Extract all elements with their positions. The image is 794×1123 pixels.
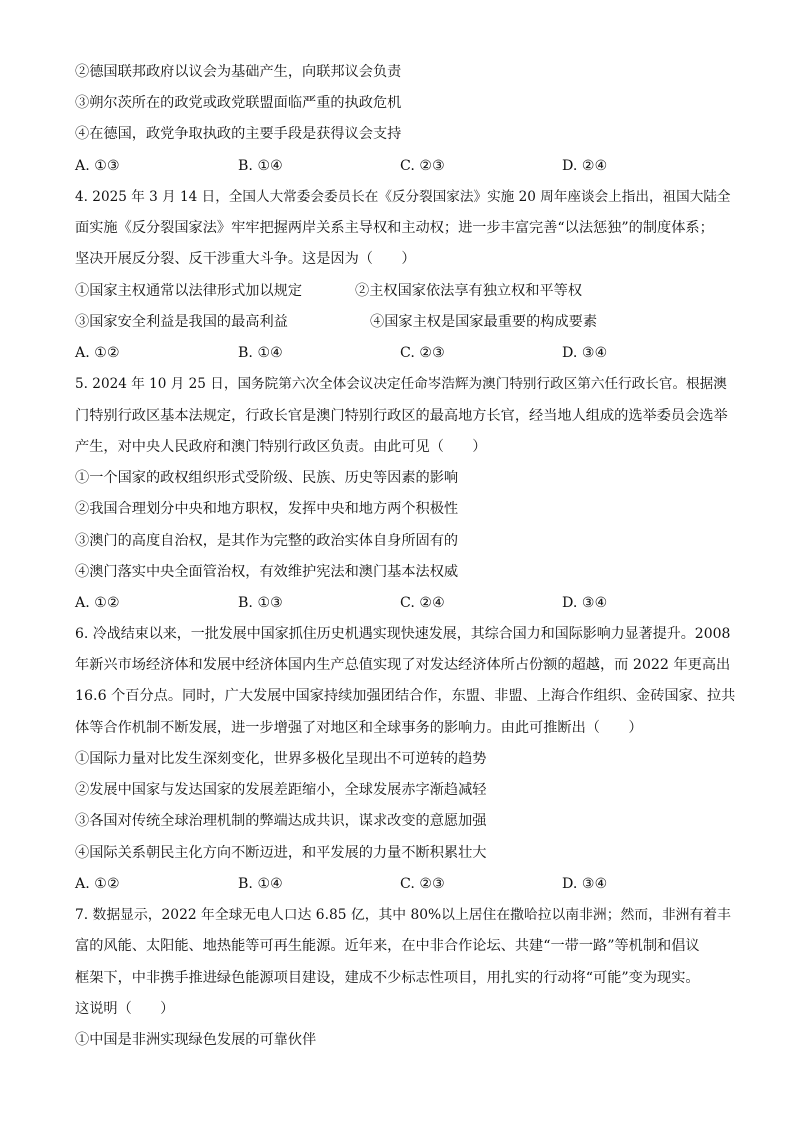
q6-stem-line-4: 体等合作机制不断发展，进一步增强了对地区和全球事务的影响力。由此可推断出（ ） <box>75 720 643 736</box>
q4-statement-1: ①国家主权通常以法律形式加以规定 <box>75 283 303 299</box>
q5-statement-1: ①一个国家的政权组织形式受阶级、民族、历史等因素的影响 <box>75 470 459 486</box>
q7-stem-line-2: 富的风能、太阳能、地热能等可再生能源。近年来，在中非合作论坛、共建“一带一路”等机制和倡议 <box>75 938 700 954</box>
q6-stem-line-2: 年新兴市场经济体和发展中经济体国内生产总值实现了对发达经济体所占份额的超越，而 2022 年更高出 <box>75 657 731 673</box>
q7-statement-1: ①中国是非洲实现绿色发展的可靠伙伴 <box>75 1032 317 1048</box>
q4-option-d[interactable]: D. ③④ <box>562 345 608 361</box>
q3-statement-2: ②德国联邦政府以议会为基础产生，向联邦议会负责 <box>75 64 402 80</box>
q6-options <box>75 874 735 894</box>
q5-statement-3: ③澳门的高度自治权，是其作为完整的政治实体自身所固有的 <box>75 533 459 549</box>
q3-options <box>75 156 735 176</box>
q6-statement-4: ④国际关系朝民主化方向不断迈进，和平发展的力量不断积累壮大 <box>75 845 487 861</box>
q3-option-d[interactable]: D. ②④ <box>562 158 608 174</box>
q5-option-d[interactable]: D. ③④ <box>562 595 608 611</box>
q6-option-b[interactable]: B. ①④ <box>238 876 283 892</box>
q6-stem-line-3: 16.6 个百分点。同时，广大发展中国家持续加强团结合作，东盟、非盟、上海合作组织、金砖国家、拉共 <box>75 688 736 704</box>
q3-statement-3: ③朔尔茨所在的政党或政党联盟面临严重的执政危机 <box>75 95 402 111</box>
q4-option-c[interactable]: C. ②③ <box>400 345 445 361</box>
q4-statements-row-2 <box>75 312 735 332</box>
q5-option-a[interactable]: A. ①② <box>75 595 120 611</box>
q6-option-d[interactable]: D. ③④ <box>562 876 608 892</box>
q3-option-c[interactable]: C. ②③ <box>400 158 445 174</box>
q5-stem-line-1: 5. 2024 年 10 月 25 日，国务院第六次全体会议决定任命岑浩辉为澳门特别行政区第六任行政长官。根据澳 <box>75 376 727 392</box>
q5-stem-line-3: 产生，对中央人民政府和澳门特别行政区负责。由此可见（ ） <box>75 439 487 455</box>
q5-option-b[interactable]: B. ①③ <box>238 595 283 611</box>
q5-stem-line-2: 门特别行政区基本法规定，行政长官是澳门特别行政区的最高地方长官，经当地人组成的选举委员会选举 <box>75 408 728 424</box>
q7-stem-line-3: 框架下，中非携手推进绿色能源项目建设，建成不少标志性项目，用扎实的行动将“可能”变为现实。 <box>75 970 700 986</box>
q3-option-a[interactable]: A. ①③ <box>75 158 120 174</box>
q7-stem-line-1: 7. 数据显示，2022 年全球无电人口达 6.85 亿，其中 80%以上居住在撒哈拉以南非洲；然而，非洲有着丰 <box>75 907 731 923</box>
q6-statement-2: ②发展中国家与发达国家的发展差距缩小，全球发展赤字渐趋减轻 <box>75 782 487 798</box>
q5-options <box>75 593 735 613</box>
q4-stem-line-3: 坚决开展反分裂、反干涉重大斗争。这是因为（ ） <box>75 251 416 267</box>
q4-options <box>75 343 735 363</box>
q5-statement-4: ④澳门落实中央全面管治权，有效维护宪法和澳门基本法权威 <box>75 564 459 580</box>
q4-statement-4: ④国家主权是国家最重要的构成要素 <box>370 314 598 330</box>
q4-option-b[interactable]: B. ①④ <box>238 345 283 361</box>
q4-statement-3: ③国家安全利益是我国的最高利益 <box>75 314 288 330</box>
q4-stem-line-2: 面实施《反分裂国家法》牢牢把握两岸关系主导权和主动权；进一步丰富完善“以法惩独”的制度体系； <box>75 220 714 236</box>
q6-option-c[interactable]: C. ②③ <box>400 876 445 892</box>
q5-option-c[interactable]: C. ②④ <box>400 595 445 611</box>
q5-statement-2: ②我国合理划分中央和地方职权，发挥中央和地方两个积极性 <box>75 501 459 517</box>
q7-stem-line-4: 这说明（ ） <box>75 1001 175 1017</box>
q6-stem-line-1: 6. 冷战结束以来，一批发展中国家抓住历史机遇实现快速发展，其综合国力和国际影响力显著提升。2008 <box>75 626 731 642</box>
q4-statement-2: ②主权国家依法享有独立权和平等权 <box>355 283 583 299</box>
q4-option-a[interactable]: A. ①② <box>75 345 120 361</box>
q3-option-b[interactable]: B. ①④ <box>238 158 283 174</box>
q3-statement-4: ④在德国，政党争取执政的主要手段是获得议会支持 <box>75 126 402 142</box>
q4-stem-line-1: 4. 2025 年 3 月 14 日，全国人大常委会委员长在《反分裂国家法》实施 20 周年座谈会上指出，祖国大陆全 <box>75 189 731 205</box>
q4-statements-row-1 <box>75 281 735 301</box>
q6-option-a[interactable]: A. ①② <box>75 876 120 892</box>
q6-statement-1: ①国际力量对比发生深刻变化，世界多极化呈现出不可逆转的趋势 <box>75 751 487 767</box>
q6-statement-3: ③各国对传统全球治理机制的弊端达成共识，谋求改变的意愿加强 <box>75 813 487 829</box>
